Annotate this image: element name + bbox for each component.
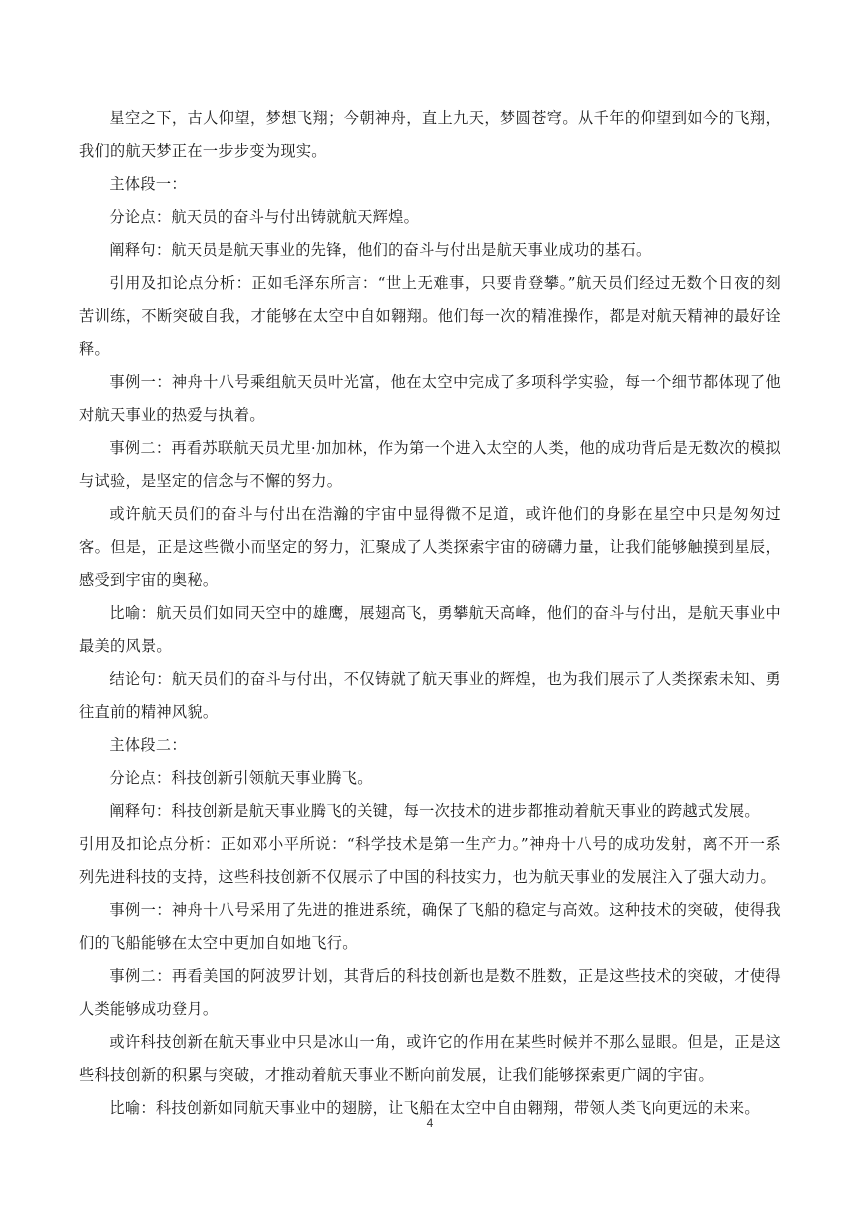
example-1-2: 事例二：再看苏联航天员尤里·加加林，作为第一个进入太空的人类，他的成功背后是无数次的模拟与试验，是坚定的信念与不懈的努力。 (79, 439, 781, 490)
quotation-analysis-1: 引用及扣论点分析：正如毛泽东所言：“世上无难事，只要肯登攀。”航天员们经过无数个日夜的刻苦训练，不断突破自我，才能够在太空中自如翱翔。他们每一次的精准操作，都是对航天精神的最好诠释。 (79, 274, 781, 358)
metaphor-1: 比喻：航天员们如同天空中的雄鹰，展翅高飞，勇攀航天高峰，他们的奋斗与付出，是航天事业中最美的风景。 (79, 604, 781, 655)
conclusion-1: 结论句：航天员们的奋斗与付出，不仅铸就了航天事业的辉煌，也为我们展示了人类探索未知、勇往直前的精神风貌。 (79, 670, 781, 721)
example-2-2: 事例二：再看美国的阿波罗计划，其背后的科技创新也是数不胜数，正是这些技术的突破，才使得人类能够成功登月。 (79, 967, 781, 1018)
sub-argument-2: 分论点：科技创新引领航天事业腾飞。 (109, 769, 373, 787)
section-heading-1: 主体段一： (109, 175, 187, 193)
example-1-1: 事例一：神舟十八号乘组航天员叶光富，他在太空中完成了多项科学实验，每一个细节都体现了他对航天事业的热爱与执着。 (79, 373, 781, 424)
page-number: 4 (426, 1116, 434, 1130)
explanation-1: 阐释句：航天员是航天事业的先锋，他们的奋斗与付出是航天事业成功的基石。 (109, 241, 652, 259)
sub-argument-1: 分论点：航天员的奋斗与付出铸就航天辉煌。 (109, 208, 420, 226)
quotation-analysis-2: 引用及扣论点分析：正如邓小平所说：“科学技术是第一生产力。”神舟十八号的成功发射，离不开一系列先进科技的支持，这些科技创新不仅展示了中国的科技实力，也为航天事业的发展注入了强大动力。 (79, 835, 781, 886)
paragraph-intro: 星空之下，古人仰望，梦想飞翔；今朝神舟，直上九天，梦圆苍穹。从千年的仰望到如今的飞翔，我们的航天梦正在一步步变为现实。 (79, 109, 781, 160)
metaphor-2: 比喻：科技创新如同航天事业中的翅膀，让飞船在太空中自由翱翔，带领人类飞向更远的未来。 (109, 1099, 760, 1117)
counter-argument-1: 或许航天员们的奋斗与付出在浩瀚的宇宙中显得微不足道，或许他们的身影在星空中只是匆匆过客。但是，正是这些微小而坚定的努力，汇聚成了人类探索宇宙的磅礴力量，让我们能够触摸到星辰，感受到宇宙的奥秘。 (79, 505, 781, 589)
example-2-1: 事例一：神舟十八号采用了先进的推进系统，确保了飞船的稳定与高效。这种技术的突破，使得我们的飞船能够在太空中更加自如地飞行。 (79, 901, 781, 952)
document-body (79, 102, 781, 1125)
counter-argument-2: 或许科技创新在航天事业中只是冰山一角，或许它的作用在某些时候并不那么显眼。但是，正是这些科技创新的积累与突破，才推动着航天事业不断向前发展，让我们能够探索更广阔的宇宙。 (79, 1033, 781, 1084)
explanation-2: 阐释句：科技创新是航天事业腾飞的关键，每一次技术的进步都推动着航天事业的跨越式发展。 (109, 802, 760, 820)
section-heading-2: 主体段二： (109, 736, 187, 754)
